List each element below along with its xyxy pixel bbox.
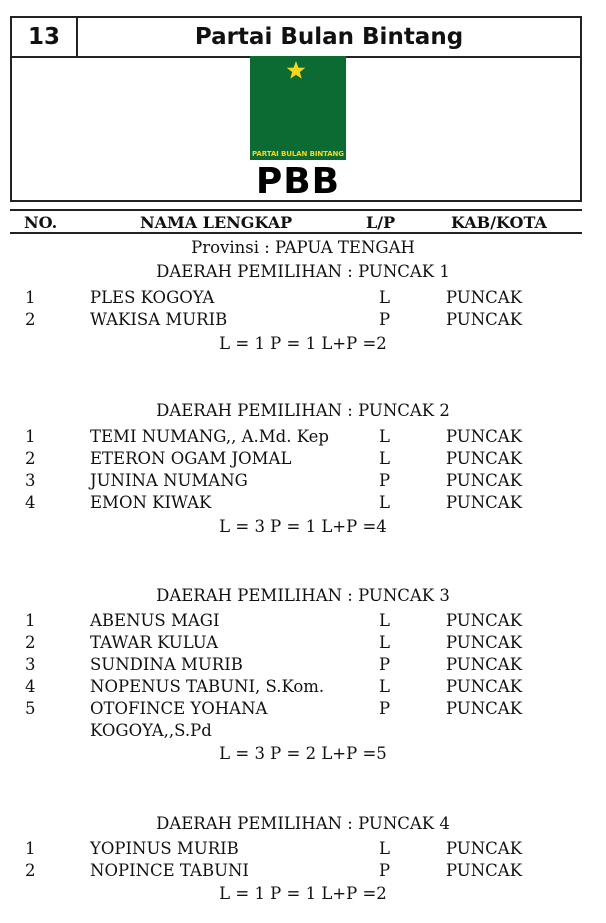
candidate-gender: P xyxy=(379,655,391,674)
candidate-gender: L xyxy=(379,839,390,858)
candidate-name: YOPINUS MURIB xyxy=(90,839,239,858)
district-title: DAERAH PEMILIHAN : PUNCAK 1 xyxy=(156,262,450,281)
candidate-region: PUNCAK xyxy=(446,427,523,446)
candidate-name: NOPENUS TABUNI, S.Kom. xyxy=(90,677,325,696)
row-number: 4 xyxy=(25,677,36,696)
candidate-region: PUNCAK xyxy=(446,449,523,468)
logo-tagline: PARTAI BULAN BINTANG xyxy=(252,150,344,158)
candidate-name-continued: KOGOYA,,S.Pd xyxy=(90,721,212,740)
candidate-name: JUNINA NUMANG xyxy=(90,471,248,490)
candidate-gender: P xyxy=(379,471,391,490)
candidate-gender: L xyxy=(379,288,390,307)
candidate-region: PUNCAK xyxy=(446,288,523,307)
col-header-name: NAMA LENGKAP xyxy=(140,213,293,232)
candidate-region: PUNCAK xyxy=(446,633,523,652)
col-header-region: KAB/KOTA xyxy=(451,213,547,232)
candidate-region: PUNCAK xyxy=(446,677,523,696)
party-header xyxy=(10,16,582,202)
row-number: 2 xyxy=(25,861,36,880)
candidate-gender: L xyxy=(379,449,390,468)
col-header-gender: L/P xyxy=(366,213,396,232)
candidate-name: SUNDINA MURIB xyxy=(90,655,243,674)
candidate-name: PLES KOGOYA xyxy=(90,288,215,307)
district-summary: L = 3 P = 1 L+P =4 xyxy=(219,517,387,536)
candidate-name: EMON KIWAK xyxy=(90,493,212,512)
district-summary: L = 1 P = 1 L+P =2 xyxy=(219,334,387,353)
logo-emblem xyxy=(250,56,346,160)
candidate-region: PUNCAK xyxy=(446,310,523,329)
row-number: 1 xyxy=(25,611,36,630)
row-number: 4 xyxy=(25,493,36,512)
candidate-name: TEMI NUMANG,, A.Md. Kep xyxy=(90,427,329,446)
row-number: 3 xyxy=(25,655,36,674)
row-number: 3 xyxy=(25,471,36,490)
candidate-region: PUNCAK xyxy=(446,699,523,718)
candidate-region: PUNCAK xyxy=(446,471,523,490)
candidate-name: NOPINCE TABUNI xyxy=(90,861,249,880)
candidate-name: OTOFINCE YOHANA xyxy=(90,699,268,718)
candidate-gender: P xyxy=(379,310,391,329)
province-label: Provinsi : PAPUA TENGAH xyxy=(191,238,415,257)
row-number: 5 xyxy=(25,699,36,718)
column-header-row xyxy=(10,209,582,234)
row-number: 1 xyxy=(25,839,36,858)
party-logo xyxy=(250,56,346,202)
candidate-gender: L xyxy=(379,427,390,446)
district-title: DAERAH PEMILIHAN : PUNCAK 3 xyxy=(156,586,450,605)
party-number: 13 xyxy=(12,18,78,56)
candidate-name: WAKISA MURIB xyxy=(90,310,228,329)
col-header-no: NO. xyxy=(24,213,58,232)
candidate-gender: L xyxy=(379,493,390,512)
candidate-region: PUNCAK xyxy=(446,493,523,512)
district-title: DAERAH PEMILIHAN : PUNCAK 2 xyxy=(156,401,450,420)
row-number: 2 xyxy=(25,310,36,329)
candidate-gender: L xyxy=(379,611,390,630)
candidate-region: PUNCAK xyxy=(446,655,523,674)
candidate-region: PUNCAK xyxy=(446,611,523,630)
row-number: 1 xyxy=(25,288,36,307)
candidate-region: PUNCAK xyxy=(446,839,523,858)
row-number: 1 xyxy=(25,427,36,446)
candidate-gender: L xyxy=(379,677,390,696)
party-name: Partai Bulan Bintang xyxy=(194,24,464,50)
candidate-gender: P xyxy=(379,699,391,718)
district-summary: L = 1 P = 1 L+P =2 xyxy=(219,884,387,903)
row-number: 2 xyxy=(25,449,36,468)
district-summary: L = 3 P = 2 L+P =5 xyxy=(219,744,387,763)
candidate-gender: L xyxy=(379,633,390,652)
candidate-name: ABENUS MAGI xyxy=(90,611,220,630)
candidate-gender: P xyxy=(379,861,391,880)
candidate-name: TAWAR KULUA xyxy=(90,633,219,652)
logo-acronym: PBB xyxy=(255,161,341,202)
row-number: 2 xyxy=(25,633,36,652)
crescent-star-icon xyxy=(250,56,346,160)
candidate-name: ETERON OGAM JOMAL xyxy=(90,449,292,468)
district-title: DAERAH PEMILIHAN : PUNCAK 4 xyxy=(156,814,450,833)
candidate-region: PUNCAK xyxy=(446,861,523,880)
